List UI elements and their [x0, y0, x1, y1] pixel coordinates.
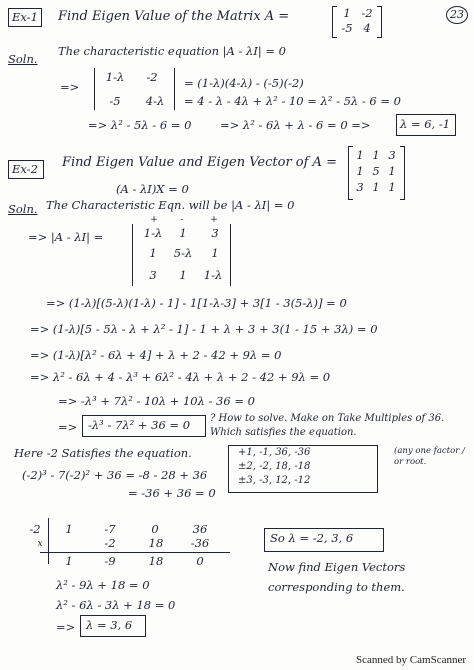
ex2-det-cell: 1-λ: [203, 268, 223, 282]
ex2-matrix-cell: 3: [356, 180, 364, 194]
ex2-det-prefix: => |A - λI| =: [28, 230, 104, 244]
ex2-expansion-1: => (1-λ)[(5-λ)(1-λ) - 1] - 1[1-λ-3] + 3[1 - 3(5-λ)] = 0: [46, 296, 347, 310]
ex2-quad-answer: λ = 3, 6: [86, 618, 133, 632]
ex1-det-cell: 4-λ: [145, 94, 165, 108]
synth-root: -2: [29, 522, 41, 536]
ex2-now-text: Now find Eigen Vectors: [268, 560, 406, 574]
ex1-det-left-bar: [94, 68, 95, 110]
ex1-det-cell: -2: [146, 70, 158, 84]
synth-cell: 0: [151, 522, 159, 536]
ex1-det-cell: -5: [109, 94, 121, 108]
ex1-matrix-cell: 4: [363, 21, 371, 35]
ex2-factor-row: ±3, -3, 12, -12: [238, 475, 311, 486]
ex2-matrix-cell: 1: [388, 180, 396, 194]
synth-horizontal-line: [40, 552, 230, 553]
implies-arrow: =>: [56, 620, 76, 634]
ex2-now-text-2: corresponding to them.: [268, 580, 405, 594]
ex2-det-cell: 1: [179, 268, 187, 282]
implies-arrow: =>: [58, 420, 78, 434]
ex2-cofactor-sign: +: [150, 215, 158, 225]
ex2-expansion-5: => -λ³ + 7λ² - 10λ + 10λ - 36 = 0: [58, 394, 255, 408]
ex1-det-right-bar: [174, 68, 175, 110]
ex1-matrix-left-bracket: [332, 6, 337, 38]
ex2-title: Find Eigen Value and Eigen Vector of A =: [62, 155, 337, 170]
ex1-step-1: = (1-λ)(4-λ) - (-5)(-2): [184, 76, 304, 90]
ex1-matrix-right-bracket: [377, 6, 382, 38]
synth-cell: 18: [148, 554, 164, 568]
ex2-factor-row: +1, -1, 36, -36: [238, 447, 311, 458]
synth-cell: -36: [190, 536, 210, 550]
ex2-boxed-eq: -λ³ - 7λ² + 36 = 0: [88, 418, 191, 432]
ex2-det-cell: 1: [179, 226, 187, 240]
synth-cell: -7: [104, 522, 116, 536]
ex2-det-cell: 1-λ: [143, 226, 163, 240]
ex2-side-note: (any one factor / or root.: [394, 446, 465, 468]
ex1-det-cell: 1-λ: [105, 70, 125, 84]
ex2-factor-row: ±2, -2, 18, -18: [238, 461, 311, 472]
synth-vertical-line: [48, 518, 49, 564]
ex2-so-answer: So λ = -2, 3, 6: [270, 531, 354, 545]
ex2-cofactor-sign: +: [210, 215, 218, 225]
ex2-quadratic-2: λ² - 6λ - 3λ + 18 = 0: [56, 598, 176, 612]
synth-cell: -2: [104, 536, 116, 550]
ex1-step-3b: => λ² - 6λ + λ - 6 = 0 =>: [220, 118, 371, 132]
ex2-matrix-cell: 3: [388, 148, 396, 162]
ex2-matrix-cell: 5: [372, 164, 380, 178]
ex2-det-cell: 1: [149, 246, 157, 260]
ex2-expansion-3: => (1-λ)[λ² - 6λ + 4] + λ + 2 - 42 + 9λ = 0: [30, 348, 282, 362]
ex2-matrix-cell: 1: [356, 164, 364, 178]
ex1-step-2: = 4 - λ - 4λ + λ² - 10 = λ² - 5λ - 6 = 0: [184, 94, 401, 108]
ex2-label: Ex-2: [12, 162, 38, 176]
ex2-expansion-2: => (1-λ)[5 - 5λ - λ + λ² - 1] - 1 + λ + 3 + 3(1 - 15 + 3λ) = 0: [30, 322, 378, 336]
synth-cell: 0: [196, 554, 204, 568]
ex1-title: Find Eigen Value of the Matrix A =: [58, 9, 290, 24]
ex1-label: Ex-1: [12, 10, 38, 24]
ex1-answer: λ = 6, -1: [400, 117, 451, 131]
ex2-question-note: ? How to solve. Make on Take Multiples of 36. Which satisfies the equation.: [210, 413, 445, 438]
synth-cell: 1: [65, 554, 73, 568]
ex1-step-3a: => λ² - 5λ - 6 = 0: [88, 118, 192, 132]
ex2-det-cell: 3: [149, 268, 157, 282]
ex2-det-cell: 3: [211, 226, 219, 240]
ex2-matrix-left-bracket: [348, 146, 353, 200]
ex2-det-cell: 1: [211, 246, 219, 260]
ex1-matrix-cell: -5: [341, 21, 353, 35]
ex2-eq-system: (A - λI)X = 0: [116, 182, 189, 196]
synth-cell: -9: [104, 554, 116, 568]
ex2-expansion-4: => λ² - 6λ + 4 - λ³ + 6λ² - 4λ + λ + 2 - 42 + 9λ = 0: [30, 370, 331, 384]
ex2-det-cell: 5-λ: [173, 246, 193, 260]
ex2-char-eq: The Characteristic Eqn. will be |A - λI| = 0: [46, 198, 295, 212]
ex2-det-right-bar: [230, 224, 231, 286]
synth-cell: 36: [192, 522, 208, 536]
ex2-cofactor-sign: -: [180, 215, 184, 225]
ex2-check-line-1: (-2)³ - 7(-2)² + 36 = -8 - 28 + 36: [22, 468, 208, 482]
ex2-quadratic-1: λ² - 9λ + 18 = 0: [56, 578, 150, 592]
ex2-matrix-cell: 1: [372, 180, 380, 194]
ex2-check-line-2: = -36 + 36 = 0: [128, 486, 216, 500]
synth-cell: 18: [148, 536, 164, 550]
implies-arrow: =>: [60, 80, 80, 94]
ex2-matrix-cell: 1: [356, 148, 364, 162]
ex2-matrix-cell: 1: [388, 164, 396, 178]
ex1-matrix-cell: 1: [343, 6, 351, 20]
ex2-matrix-cell: 1: [372, 148, 380, 162]
ex2-here-text: Here -2 Satisfies the equation.: [14, 446, 192, 460]
scanner-watermark: Scanned by CamScanner: [356, 654, 466, 666]
ex2-soln-label: Soln.: [8, 202, 38, 216]
ex2-det-left-bar: [132, 224, 133, 286]
synth-x-label: x: [37, 539, 43, 549]
page-number: 23: [446, 6, 468, 24]
ex1-matrix-cell: -2: [361, 6, 373, 20]
ex1-char-eq: The characteristic equation |A - λI| = 0: [58, 44, 286, 58]
ex2-matrix-right-bracket: [400, 146, 405, 200]
ex1-soln-label: Soln.: [8, 52, 38, 66]
synth-cell: 1: [65, 522, 73, 536]
